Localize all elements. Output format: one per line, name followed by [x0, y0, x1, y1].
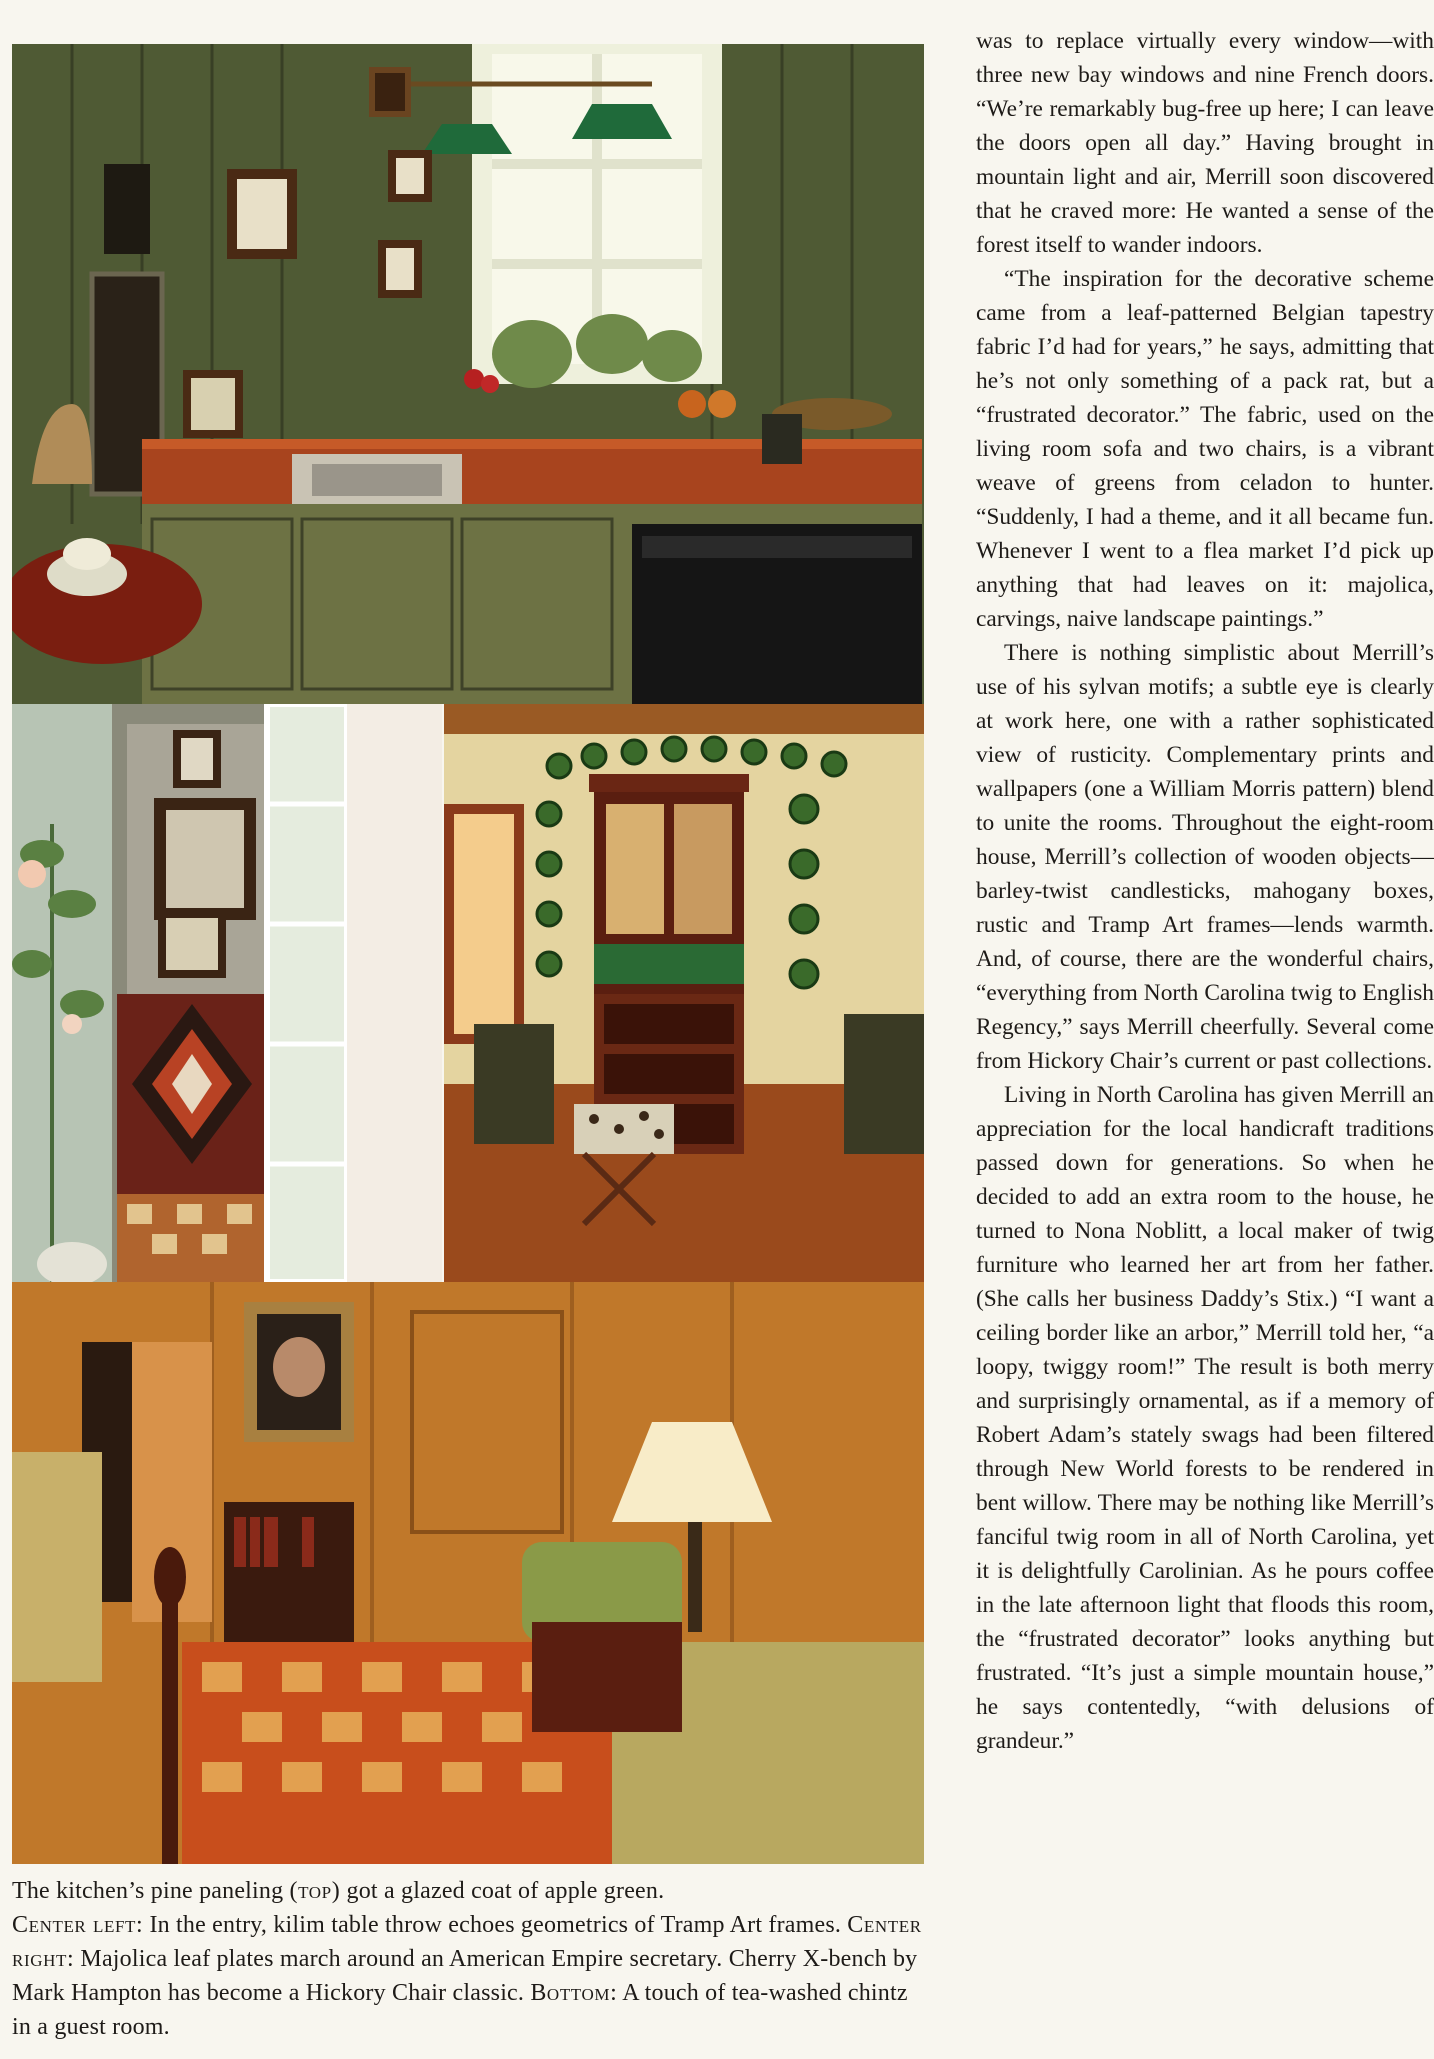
- caption-top-label: (top): [289, 1878, 341, 1904]
- caption-center-right-label: Center right:: [12, 1912, 922, 1972]
- photo-caption: [12, 1874, 924, 2044]
- caption-top-text-after: got a glazed coat of apple green.: [340, 1878, 665, 1904]
- caption-center-right-text: Majolica leaf plates march around an American Empire secretary. Cherry X-bench by Mark Hampton has become a Hickory Chair classic.: [12, 1946, 918, 2006]
- caption-top-text: The kitchen’s pine paneling: [12, 1878, 290, 1904]
- article-column: [976, 24, 1434, 1758]
- article-paragraph: “The inspiration for the decorative scheme came from a leaf-patterned Belgian tapestry fabric I’d had for years,” he says, admitting that he’s not only something of a pack rat, but a “frustrated decorator.” The fabric, used on the living room sofa and two chairs, is a vibrant weave of greens from celadon to hunter. “Suddenly, I had a theme, and it all became fun. Whenever I went to a flea market I’d pick up anything that had leaves on it: majolica, carvings, naive landscape paintings.”: [976, 266, 1434, 632]
- caption-center-left-text: In the entry, kilim table throw echoes geometrics of Tramp Art frames.: [143, 1912, 842, 1938]
- article-paragraph: Living in North Carolina has given Merrill an appreciation for the local handicraft traditions passed down for generations. So when he decided to add an extra room to the house, he turned to Nona Noblitt, a local maker of twig furniture who learned her art from her father. (She calls her business Daddy’s Stix.) “I want a ceiling border like an arbor,” Merrill told her, “a loopy, twiggy room!” The result is both merry and surprisingly ornamental, as if a memory of Robert Adam’s stately swags had been filtered through New World forests to be rendered in bent willow. There may be nothing like Merrill’s fanciful twig room in all of North Carolina, yet it is delightfully Carolinian. As he pours coffee in the late afternoon light that floods this room, the “frustrated decorator” looks anything but frustrated. “It’s just a simple mountain house,” he says contentedly, “with delusions of grandeur.”: [976, 1082, 1434, 1754]
- secretary-photo: [444, 704, 924, 1282]
- guest-room-photo: [12, 1282, 924, 1864]
- article-paragraph: was to replace virtually every window—with three new bay windows and nine French doors. “We’re remarkably bug-free up here; I can leave the doors open all day.” Having brought in mountain light and air, Merrill soon discovered that he craved more: He wanted a sense of the forest itself to wander indoors.: [976, 28, 1434, 258]
- caption-top: [12, 1874, 924, 1908]
- caption-center-left-label: Center left:: [12, 1912, 144, 1938]
- article-paragraph: There is nothing simplistic about Merrill’s use of his sylvan motifs; a subtle eye is clearly at work here, one with a rather sophisticated view of rusticity. Complementary prints and wallpapers (one a William Morris pattern) blend to unite the rooms. Throughout the eight-room house, Merrill’s collection of wooden objects—barley-twist candlesticks, mahogany boxes, rustic and Tramp Art frames—lends warmth. And, of course, there are the wonderful chairs, “everything from North Carolina twig to English Regency,” says Merrill cheerfully. Several come from Hickory Chair’s current or past collections.: [976, 640, 1434, 1074]
- kitchen-photo: [12, 44, 924, 704]
- caption-bottom-text: A touch of tea-washed chintz in a guest room.: [12, 1980, 908, 2040]
- caption-center: [12, 1908, 924, 2044]
- entry-photo: [12, 704, 442, 1282]
- caption-bottom-label: Bottom:: [530, 1980, 618, 2006]
